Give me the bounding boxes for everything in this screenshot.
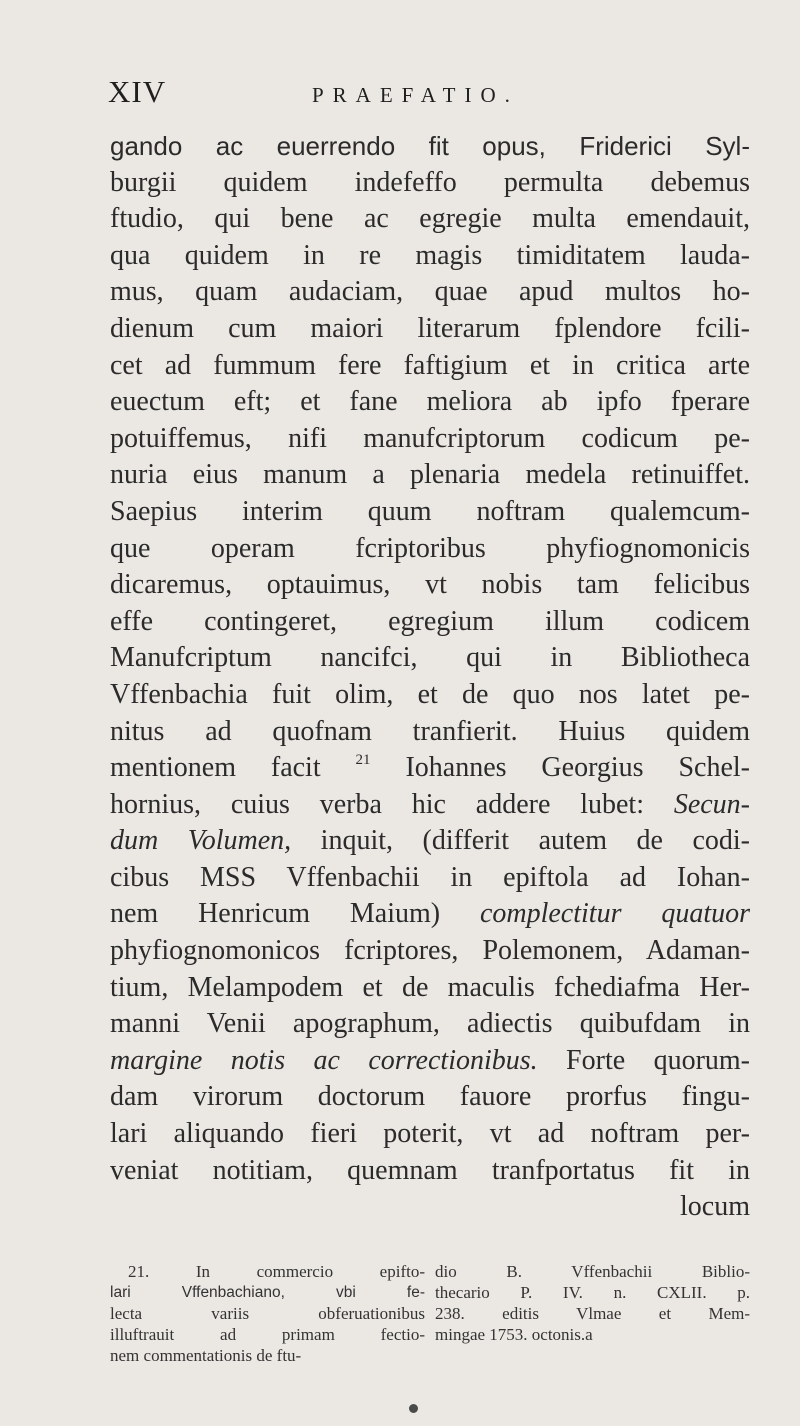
text-line: ftudio, qui bene ac egregie multa emendauit, bbox=[110, 203, 750, 235]
text-line bbox=[110, 787, 750, 824]
text-line: mus, quam audaciam, quae apud multos ho- bbox=[110, 276, 750, 308]
text-line: euectum eft; et fane meliora ab ipfo fperare bbox=[110, 386, 750, 418]
text-line bbox=[110, 823, 750, 860]
italic-text-run: margine notis ac correctionibus. bbox=[110, 1044, 538, 1076]
text-line: Manufcriptum nancifci, qui in Bibliotheca bbox=[110, 642, 750, 674]
footnote-line: 21. In commercio epifto- bbox=[128, 1262, 425, 1281]
page-number: XIV bbox=[108, 74, 167, 109]
text-line: dicaremus, optauimus, vt nobis tam felicibus bbox=[110, 569, 750, 601]
text-line: cibus MSS Vffenbachii in epiftola ad Iohan- bbox=[110, 861, 750, 893]
text-line: dienum cum maiori literarum fplendore fcili- bbox=[110, 312, 750, 344]
text-run: mentionem facit bbox=[110, 752, 356, 784]
footnote-line: dio B. Vffenbachii Biblio- bbox=[435, 1262, 750, 1281]
footnote-line: illuftrauit ad primam fectio- bbox=[110, 1325, 425, 1344]
text-run: Iohannes Georgius Schel- bbox=[370, 752, 750, 784]
text-line bbox=[110, 896, 750, 933]
text-line: burgii quidem indefeffo permulta debemus bbox=[110, 166, 750, 198]
footnote-reference: 21 bbox=[355, 752, 371, 769]
page-header bbox=[108, 74, 748, 114]
footnote-line: nem commentationis de ftu- bbox=[110, 1346, 302, 1365]
text-line: tium, Melampodem et de maculis fchediafma Her- bbox=[110, 971, 750, 1003]
running-title: PRAEFATIO. bbox=[312, 83, 519, 107]
italic-text-run: dum Volumen, bbox=[110, 825, 292, 857]
text-line: Vffenbachia fuit olim, et de quo nos latet pe- bbox=[110, 678, 750, 710]
text-line: que operam fcriptoribus phyfiognomonicis bbox=[110, 532, 750, 564]
italic-text-run: Secun- bbox=[673, 788, 750, 820]
text-run: hornius, cuius verba hic addere lubet: bbox=[110, 788, 674, 820]
text-line: gando ac euerrendo fit opus, Friderici Syl- bbox=[110, 131, 750, 161]
footnote-column-left bbox=[110, 1261, 425, 1366]
text-line: effe contingeret, egregium illum codicem bbox=[110, 605, 750, 637]
footnote-line: lari Vffenbachiano, vbi fe- bbox=[110, 1284, 425, 1301]
text-line bbox=[110, 1043, 750, 1080]
footnote-line: 238. editis Vlmae et Mem- bbox=[435, 1304, 750, 1323]
text-run: nem Henricum Maium) bbox=[110, 898, 480, 930]
text-line: phyfiognomonicos fcriptores, Polemonem, Adaman- bbox=[110, 935, 750, 967]
footnote-line: thecario P. IV. n. CXLII. p. bbox=[435, 1283, 750, 1302]
footnote bbox=[110, 1261, 750, 1366]
text-line: lari aliquando fieri poterit, vt ad noftram per- bbox=[110, 1118, 750, 1150]
text-line: dam virorum doctorum fauore prorfus fingu- bbox=[110, 1081, 750, 1113]
text-line: nitus ad quofnam tranfierit. Huius quidem bbox=[110, 715, 750, 747]
text-line bbox=[110, 750, 750, 787]
body-text bbox=[110, 128, 750, 1226]
catchword: locum bbox=[680, 1191, 750, 1223]
italic-text-run: complectitur quatuor bbox=[479, 898, 751, 930]
text-line: manni Venii apographum, adiectis quibufdam in bbox=[110, 1008, 750, 1040]
text-line: cet ad fummum fere faftigium et in critica arte bbox=[110, 349, 750, 381]
footnote-line: mingae 1753. octonis.a bbox=[435, 1325, 593, 1344]
text-line: Saepius interim quum noftram qualemcum- bbox=[110, 495, 750, 527]
footnote-column-right bbox=[435, 1261, 750, 1366]
footnote-line: lecta variis obferuationibus bbox=[110, 1304, 425, 1323]
text-run: inquit, (differit autem de codi- bbox=[291, 825, 750, 857]
text-line: nuria eius manum a plenaria medela retinuiffet. bbox=[110, 459, 750, 491]
text-run: Forte quorum- bbox=[537, 1044, 750, 1076]
text-line: qua quidem in re magis timiditatem lauda- bbox=[110, 239, 750, 271]
text-line: veniat notitiam, quemnam tranfportatus fit in bbox=[110, 1154, 750, 1186]
text-line: potuiffemus, nifi manufcriptorum codicum pe- bbox=[110, 422, 750, 454]
printer-ornament bbox=[409, 1404, 418, 1413]
